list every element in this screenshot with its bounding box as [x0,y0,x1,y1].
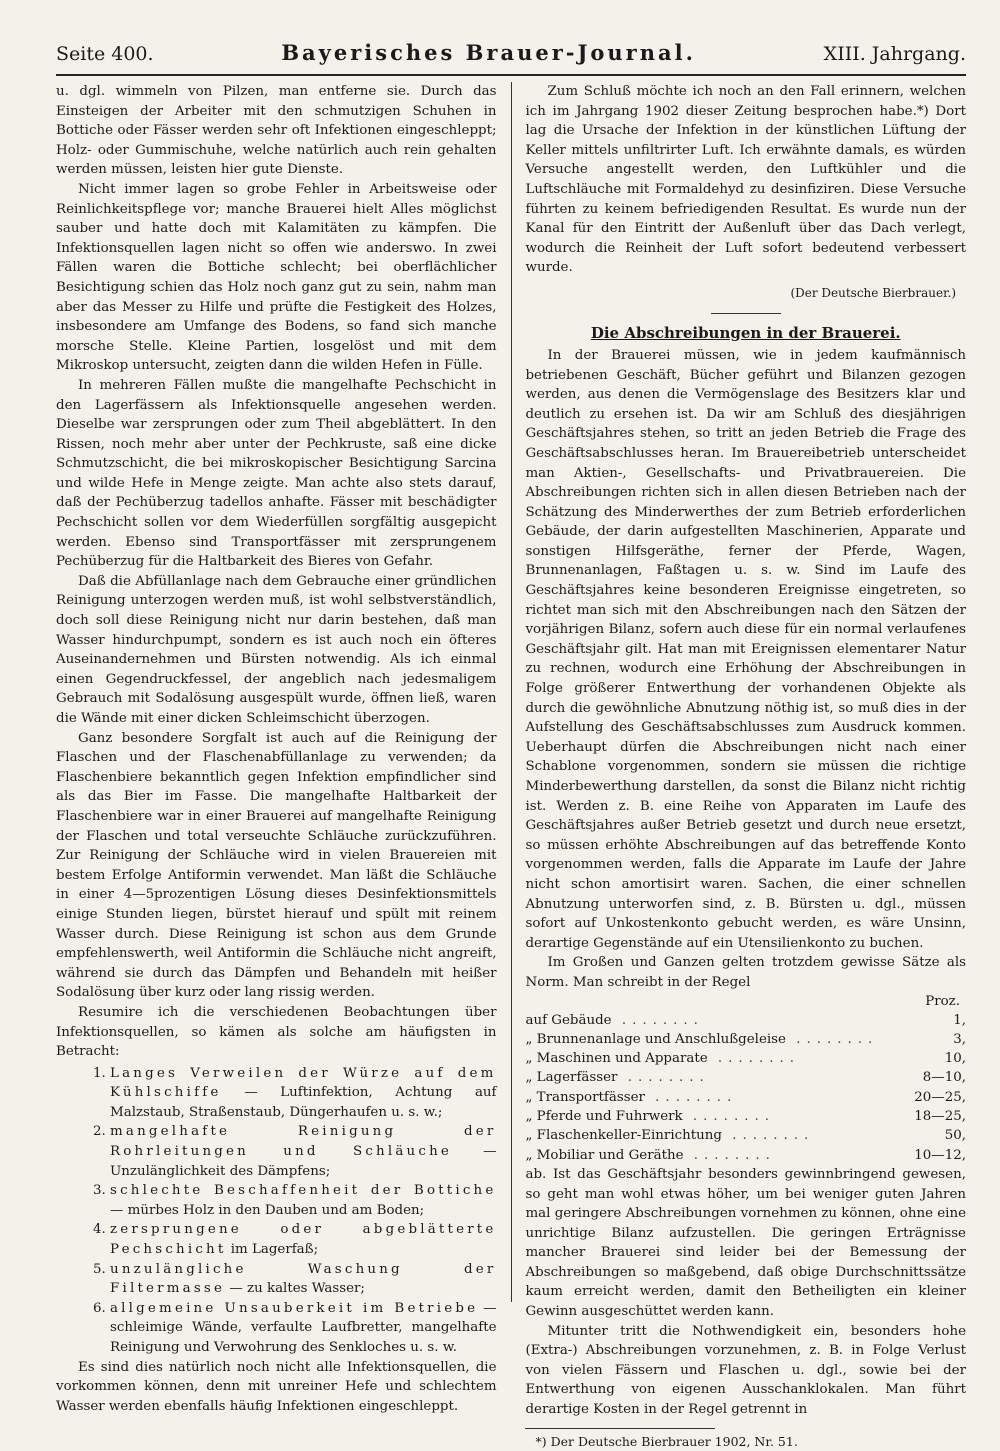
rate-value: 50, [944,1128,966,1144]
rate-value: 8—10, [922,1070,966,1086]
list-item: 2. mangelhafte Reinigung der Rohrleitungen und Schläuche — Unzulänglichkeit des Dämpfens; [110,1122,497,1181]
paragraph: Resumire ich die verschiedenen Beobachtungen über Infektionsquellen, so kämen als solche am häufigsten in Betracht: [56,1004,497,1060]
list-item: 3. schlechte Beschaffenheit der Bottiche — mürbes Holz in den Dauben und am Boden; [110,1181,497,1220]
volume-label: XIII. Jahrgang. [823,43,966,65]
rate-label: „ Flaschenkeller-Einrichtung ........ [525,1128,815,1144]
table-row [525,1146,966,1165]
leader-dots: ........ [617,1070,710,1086]
leader-dots: ........ [682,1109,775,1125]
table-row [525,1049,966,1068]
rate-value: 10, [944,1051,966,1067]
leader-dots: ........ [611,1012,704,1028]
paragraph: Zum Schluß möchte ich noch an den Fall erinnern, welchen ich im Jahrgang 1902 dieser Zeitung besprochen habe.*) Dort lag die Ursache der Infektion in der künstlichen Lüftung der Keller mittels unfiltrirter Luft. Ich erwähnte damals, es würden Versuche angestellt werden, den Luftkühler und die Luftschläuche mit Formaldehyd zu desinfiziren. Diese Versuche führten zu keinem befriedigenden Resultat. Es wurde nun der Kanal für den Eintritt der Außenluft über das Dach verlegt, wodurch die Reinheit der Luft sofort bedeutend verbessert wurde. [525,84,966,276]
list-item: 5. unzulängliche Waschung der Filtermasse — zu kaltes Wasser; [110,1260,497,1299]
page-header [56,40,966,76]
rate-label: „ Transportfässer ........ [525,1089,738,1105]
paragraph: Daß die Abfüllanlage nach dem Gebrauche einer gründlichen Reinigung unterzogen werden muß, ist wohl selbstverständlich, doch soll diese Reinigung nicht nur darin bestehen, daß man Wasser hindurchpumpt, sondern es ist auch noch ein öfteres Auseinandernehmen und Bürsten notwendig. Als ich einmal einen Gegendruckfessel, der angeblich nach jedesmaligem Gebrauch mit Sodalösung ausgespült wurde, öffnen ließ, waren die Wände mit einer dicken Schleimschicht überzogen. [56,573,497,726]
rate-value: 3, [953,1031,966,1047]
paragraph: u. dgl. wimmeln von Pilzen, man entferne sie. Durch das Einsteigen der Arbeiter mit den schmutzigen Schuhen in Bottiche oder Fässer werden sehr oft Infektionen eingeschleppt; Holz- oder Gummischuhe, welche natürlich auch rein gehalten werden müssen, leisten hier gute Dienste. [56,84,497,178]
rate-value: 20—25, [914,1089,966,1105]
rate-label: „ Brunnenanlage und Anschlußgeleise ........ [525,1031,879,1047]
paragraph: Nicht immer lagen so grobe Fehler in Arbeitsweise oder Reinlichkeitspflege vor; manche Brauerei hielt Alles möglichst sauber und hatte doch mit Kalamitäten zu kämpfen. Die Infektionsquellen lagen nicht so offen wie anderswo. In zwei Fällen waren die Bottiche schlecht; bei oberflächlicher Besichtigung schien das Holz noch ganz gut zu sein, nahm man aber das Messer zu Hilfe und prüfte die Festigkeit des Holzes, insbesondere am Umfange des Bodens, so fand sich manche morsche Stelle. Kleine Partien, losgelöst und mit dem Mikroskop untersucht, zeigten dann die wilden Hefen in Fülle. [56,181,497,374]
leader-dots: ........ [644,1089,738,1105]
depreciation-rates-table [525,1011,966,1165]
rate-label: „ Lagerfässer ........ [525,1070,710,1086]
rate-value: 10—12, [914,1147,966,1163]
rate-value: 1, [953,1012,966,1028]
section-title: Die Abschreibungen in der Brauerei. [590,323,901,342]
paragraph: In der Brauerei müssen, wie in jedem kaufmännisch betriebenen Geschäft, Bücher geführt und Bilanzen gezogen werden, aus denen die Vermögenslage des Besitzers klar und deutlich zu ersehen ist. Da wir am Schluß des diesjährigen Geschäftsjahres stehen, so tritt an jeden Betrieb die Frage des Geschäftsabschlusses heran. Im Brauereibetrieb unterscheidet man Aktien-, Gesellschafts- und Privatbrauereien. Die Abschreibungen richten sich in allen diesen Betrieben nach der Schätzung des Minderwerthes der zum Betrieb erforderlichen Gebäude, der darin aufgestellten Maschinerien, Apparate und sonstigen Hilfsgeräthe, ferner der Pferde, Wagen, Brunnenanlagen, Faßtagen u. s. w. Sind im Laufe des Geschäftsjahres keine besonderen Ereignisse eingetreten, so richtet man sich mit den Abschreibungen nach den Sätzen der vorjährigen Bilanz, sofern auch diese für ein normal verlaufenes Geschäftsjahr gilt. Hat man mit Ereignissen elementarer Natur zu rechnen, wodurch eine Erhöhung der Abschreibungen in Folge größerer Entwerthung der vorhandenen Objekte als durch die gewöhnliche Abnutzung nöthig ist, so muß dies in der Aufstellung des Geschäftsabschlusses zum Ausdruck kommen. Ueberhaupt dürfen die Abschreibungen nicht nach einer Schablone vorgenommen, sondern sie müssen die richtige Minderbewerthung darstellen, da sonst die Bilanz nicht richtig ist. Werden z. B. eine Reihe von Apparaten im Laufe des Geschäftsjahres außer Betrieb gesetzt und durch neue ersetzt, so müssen erhöhte Abschreibungen auf das betreffende Konto vorgenommen werden, falls die Apparate im Laufe der Jahre nicht schon amortisirt waren. Sachen, die einer schnellen Abnutzung unterworfen sind, z. B. Bürsten u. dgl., müssen sofort auf Unkostenkonto gebucht werden, es wäre Unsinn, derartige Gegenstände auf ein Utensilienkonto zu buchen. [525,347,966,951]
rate-label: „ Pferde und Fuhrwerk ........ [525,1109,775,1125]
leader-dots: ........ [707,1051,800,1067]
paragraph: ab. Ist das Geschäftsjahr besonders gewinnbringend gewesen, so geht man wohl etwas höher, um bei weniger guten Jahren mal geringere Abschreibungen vornehmen zu können, ohne eine unrichtige Bilanz aufzustellen. Die geringen Erträgnisse mancher Brauerei sind leider bei der Bemessung der Abschreibungen so maßgebend, daß obige Durchschnittssätze kaum erreicht werden, damit den Betheiligten ein kleiner Gewinn ausgeschüttet werden kann. [525,1166,967,1320]
list-item: 6. allgemeine Unsauberkeit im Betriebe — schleimige Wände, verfaulte Laufbretter, mangelhafte Reinigung und Verwohrung des Senkloches u. s. w. [110,1299,497,1358]
leader-dots: ........ [785,1031,879,1047]
page-number: Seite 400. [56,43,154,65]
table-row [525,1126,966,1145]
closing-paragraph: Es sind dies natürlich noch nicht alle Infektionsquellen, die vorkommen können, denn mit unreiner Hefe und schlechtem Wasser werden ebenfalls häufig Infektionen eingeschleppt. [56,1359,497,1414]
table-row [525,1088,966,1107]
left-column [56,82,511,1451]
leader-dots: ........ [721,1128,815,1144]
footnote-rule [525,1428,715,1429]
list-item: 4. zersprungene oder abgeblätterte Pechschicht im Lagerfaß; [110,1220,497,1259]
rate-value: 18—25, [914,1109,966,1125]
paragraph: Ganz besondere Sorgfalt ist auch auf die Reinigung der Flaschen und der Flaschenabfüllanlage zu verwenden; da Flaschenbiere bekanntlich gegen Infektion empfindlicher sind als das Bier im Fasse. Die mangelhafte Haltbarkeit der Flaschenbiere war in einer Brauerei auf mangelhafte Reinigung der Flaschen und total verseuchte Schläuche zurückzuführen. Zur Reinigung der Schläuche wird in vielen Brauereien mit bestem Erfolge Antiformin verwendet. Man läßt die Schläuche in einer 4—5prozentigen Lösung dieses Desinfektionsmittels einige Stunden liegen, bürstet hierauf und spült mit reinem Wasser durch. Diese Reinigung ist schon aus dem Grunde empfehlenswerth, weil Antiformin die Schläuche nicht angreift, während sie durch das Dämpfen und Behandeln mit heißer Sodalösung über kurz oder lang rissig werden. [56,730,497,1001]
section-rule [711,313,781,314]
right-column [511,82,966,1451]
paragraph: In mehreren Fällen mußte die mangelhafte Pechschicht in den Lagerfässern als Infektionsquelle angesehen werden. Dieselbe war zersprungen oder zum Theil abgeblättert. In den Rissen, noch mehr aber unter der Pechkruste, saß eine dicke Schmutzschicht, die bei mikroskopischer Besichtigung Sarcina und wilde Hefe in Menge zeigte. Man achte also stets darauf, daß der Pechüberzug tadellos anhafte. Fässer mit beschädigter Pechschicht sollen vor dem Wiederfüllen sorgfältig ausgepicht werden. Ebenso sind Transportfässer mit zersprungenem Pechüberzug für die Haltbarkeit des Bieres von Gefahr. [56,377,497,570]
paragraph: Mitunter tritt die Nothwendigkeit ein, besonders hohe (Extra-) Abschreibungen vorzunehmen, z. B. in Folge Verlust von vielen Fässern und Flaschen u. dgl., sowie bei der Entwerthung von eigenen Ausschanklokalen. Man führt derartige Kosten in der Regel getrennt in [525,1323,966,1418]
source-citation: (Der Deutsche Bierbrauer.) [790,285,956,300]
infection-source-list [56,1064,497,1358]
paragraph: Im Großen und Ganzen gelten trotzdem gewisse Sätze als Norm. Man schreibt in der Regel [525,955,966,990]
table-row [525,1030,966,1049]
rate-label: „ Mobiliar und Geräthe ........ [525,1147,776,1163]
leader-dots: ........ [683,1147,776,1163]
rate-label: auf Gebäude ........ [525,1012,704,1028]
list-item: 1. Langes Verweilen der Würze auf dem Kühlschiffe — Luftinfektion, Achtung auf Malzstaub, Straßenstaub, Düngerhaufen u. s. w.; [110,1064,497,1123]
rate-label: „ Maschinen und Apparate ........ [525,1051,800,1067]
journal-title: Bayerisches Brauer-Journal. [281,40,696,65]
table-row [525,1011,966,1030]
footnote: *) Der Deutsche Bierbrauer 1902, Nr. 51. [535,1433,798,1449]
rates-header: Proz. [925,993,960,1009]
table-row [525,1107,966,1126]
article-columns [56,82,966,1451]
table-row [525,1068,966,1087]
